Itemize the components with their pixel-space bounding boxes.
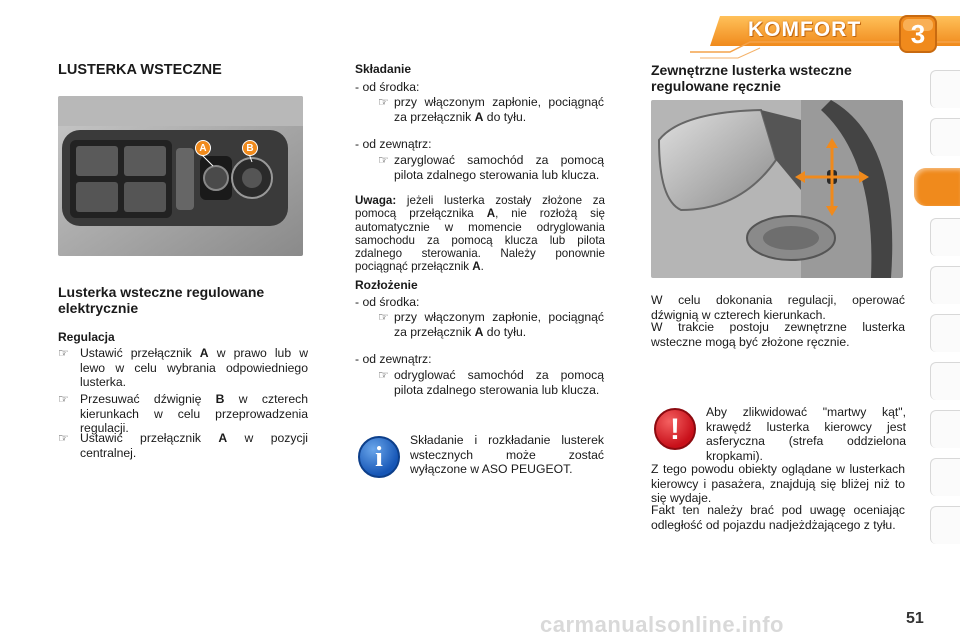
chapter-tab[interactable] — [930, 218, 960, 256]
chapter-tab[interactable] — [930, 70, 960, 108]
info-note: Składanie i rozkładanie lusterek wstecznych może zostać wyłączone w ASO PEUGEOT. — [410, 433, 604, 476]
exclamation-icon: ! — [654, 408, 696, 450]
manual-para-2: W trakcie postoju zewnętrzne lusterka wsteczne mogą być złożone ręcznie. — [651, 320, 905, 349]
note-paragraph: Uwaga: jeżeli lusterka zostały złożone za pomocą przełącznika A, nie rozłożą się automatycznie w momencie odryglowania samochodu za pomocą klucza lub pilota zdalnego sterowania. Należy ponownie pociągnąć przełącznik A. — [355, 194, 605, 274]
folding-title: Składanie — [355, 62, 412, 76]
chapter-tab-active[interactable] — [914, 168, 960, 206]
unfold-title: Rozłożenie — [355, 278, 418, 292]
chapter-tab[interactable] — [930, 458, 960, 496]
subsection-regulacja: Regulacja — [58, 330, 115, 344]
info-icon: i — [358, 436, 400, 478]
manual-para-4: Fakt ten należy brać pod uwagę oceniając odległość od pojazdu nadjeżdżającego z tyłu. — [651, 503, 905, 532]
section-title-electric: Lusterka wsteczne regulowane elektrycznie — [58, 284, 265, 316]
hand-pointer-icon: ☞ — [58, 346, 69, 360]
chapter-tab[interactable] — [930, 506, 960, 544]
folding-outside-step: ☞ zaryglować samochód za pomocą pilota zdalnego sterowania lub klucza. — [378, 153, 604, 182]
unfold-outside-step: ☞ odryglować samochód za pomocą pilota zdalnego sterowania lub klucza. — [378, 368, 604, 397]
chapter-tab[interactable] — [930, 118, 960, 156]
chapter-tab[interactable] — [930, 362, 960, 400]
list-item: ☞ Ustawić przełącznik A w pozycji centralnej. — [58, 431, 308, 460]
unfold-inside-step: ☞ przy włączonym zapłonie, pociągnąć za przełącznik A do tyłu. — [378, 310, 604, 339]
hand-pointer-icon: ☞ — [378, 310, 389, 324]
hand-pointer-icon: ☞ — [58, 392, 69, 406]
warning-note: Aby zlikwidować "martwy kąt", krawędź lusterka kierowcy jest asferyczna (strefa oddzielona kropkami). — [706, 405, 906, 463]
section-title-manual: Zewnętrzne lusterka wsteczne regulowane ręcznie — [651, 62, 852, 94]
chapter-title: KOMFORT — [748, 18, 862, 41]
folding-inside-label: - od środka: — [355, 80, 420, 94]
chapter-tabs — [930, 70, 960, 575]
hand-pointer-icon: ☞ — [378, 95, 389, 109]
door-switch-photo — [58, 96, 303, 256]
manual-para-3: Z tego powodu obiekty oglądane w lusterkach kierowcy i pasażera, znajdują się bliżej niż to się wydaje. — [651, 462, 905, 505]
watermark: carmanualsonline.info — [540, 612, 784, 637]
chapter-tab[interactable] — [930, 410, 960, 448]
manual-para-1: W celu dokonania regulacji, operować dźwignią w czterech kierunkach. — [651, 293, 905, 322]
label-b-marker: B — [242, 140, 258, 156]
label-a-marker: A — [195, 140, 211, 156]
chapter-tab[interactable] — [930, 266, 960, 304]
hand-pointer-icon: ☞ — [378, 153, 389, 167]
list-item: ☞ Przesuwać dźwignię B w czterech kierunkach w celu przeprowadzenia regulacji. — [58, 392, 308, 435]
list-item: ☞ Ustawić przełącznik A w prawo lub w lewo w celu wybrania odpowiedniego lusterka. — [58, 346, 308, 389]
page-number: 51 — [906, 610, 924, 627]
unfold-outside-label: - od zewnątrz: — [355, 352, 432, 366]
page-title: LUSTERKA WSTECZNE — [58, 62, 222, 78]
unfold-inside-label: - od środka: — [355, 295, 420, 309]
chapter-tab[interactable] — [930, 314, 960, 352]
hand-pointer-icon: ☞ — [378, 368, 389, 382]
hand-pointer-icon: ☞ — [58, 431, 69, 445]
mirror-photo — [651, 100, 903, 278]
folding-outside-label: - od zewnątrz: — [355, 137, 432, 151]
folding-inside-step: ☞ przy włączonym zapłonie, pociągnąć za przełącznik A do tyłu. — [378, 95, 604, 124]
chapter-number: 3 — [910, 19, 926, 49]
